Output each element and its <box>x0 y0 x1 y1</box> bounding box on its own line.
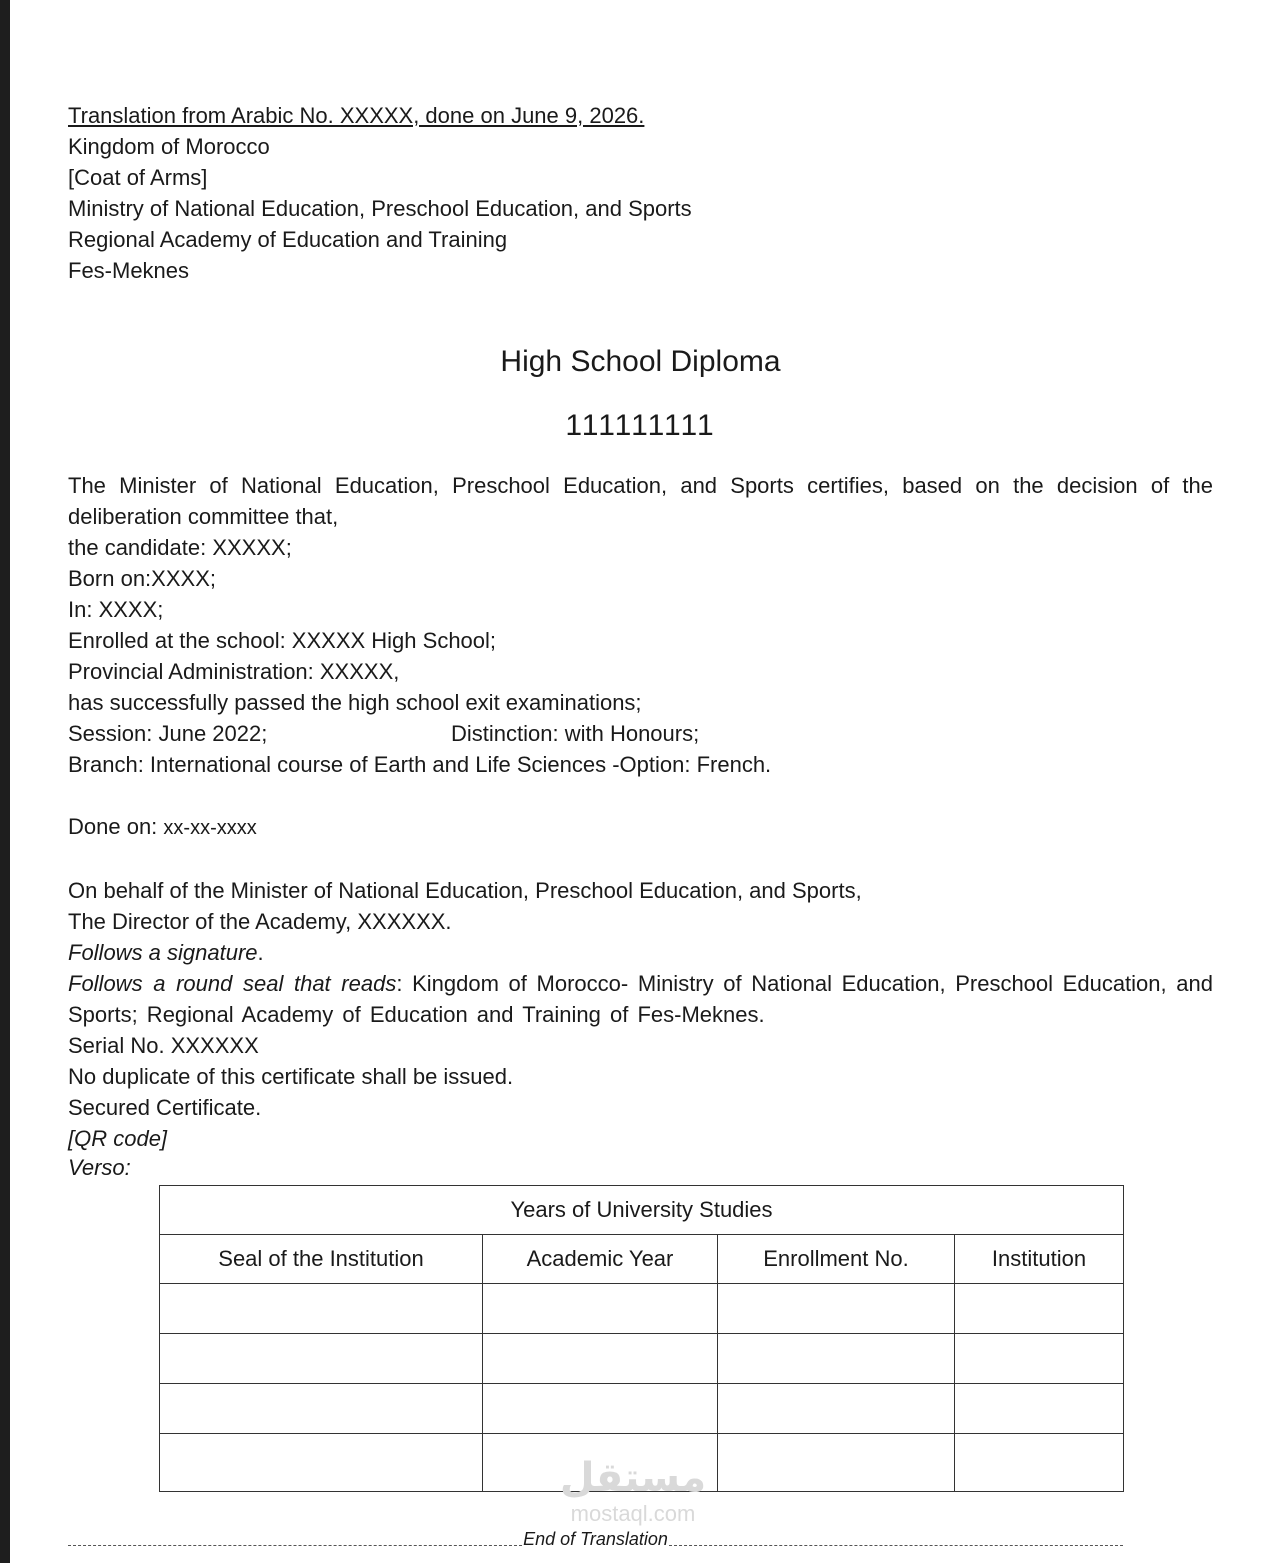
signature-note <box>68 937 1213 968</box>
table-row <box>160 1284 1124 1334</box>
table-cell <box>483 1334 718 1384</box>
table-cell <box>718 1284 955 1334</box>
column-header-institution: Institution <box>955 1235 1124 1284</box>
follows-signature-text: Follows a signature <box>68 940 258 965</box>
table-cell <box>718 1334 955 1384</box>
table-cell <box>955 1284 1124 1334</box>
diploma-number: 111111111 <box>565 409 716 442</box>
born-on-line: Born on:XXXX; <box>68 566 216 591</box>
table-cell <box>955 1384 1124 1434</box>
table-cell <box>160 1284 483 1334</box>
seal-description <box>68 968 1213 1030</box>
left-edge-bar <box>0 0 10 1563</box>
table-cell <box>955 1434 1124 1492</box>
footer-dashes-left <box>68 1533 522 1546</box>
table-row <box>160 1334 1124 1384</box>
seal-lead-text: Follows a round seal that reads <box>68 971 397 996</box>
document-body <box>68 100 1213 1182</box>
coat-of-arms-note: [Coat of Arms] <box>68 165 208 190</box>
table-row <box>160 1384 1124 1434</box>
table-cell <box>483 1384 718 1434</box>
column-header-seal: Seal of the Institution <box>160 1235 483 1284</box>
done-on-line <box>68 811 1213 844</box>
session-distinction-row <box>68 718 1213 749</box>
table-cell <box>160 1384 483 1434</box>
footer-dashes-right <box>669 1533 1123 1546</box>
school-line: Enrolled at the school: XXXXX High School; <box>68 628 497 653</box>
end-of-translation-text: End of Translation <box>523 1529 668 1549</box>
secured-line: Secured Certificate. <box>68 1095 262 1120</box>
provincial-line: Provincial Administration: XXXXX, <box>68 659 400 684</box>
qr-code-note: [QR code] <box>68 1126 168 1151</box>
academy-line: Regional Academy of Education and Training <box>68 227 508 252</box>
document-title: High School Diploma <box>500 345 781 378</box>
mostaql-watermark <box>548 1455 718 1527</box>
on-behalf-line: On behalf of the Minister of National Education, Preschool Education, and Sports, <box>68 878 862 903</box>
table-cell <box>718 1434 955 1492</box>
certification-statement: The Minister of National Education, Preschool Education, and Sports certifies, based on the decision of the deliberation committee that, <box>68 473 1213 529</box>
table-cell <box>718 1384 955 1434</box>
passed-line: has successfully passed the high school exit examinations; <box>68 690 642 715</box>
done-on-value: xx-xx-xxxx <box>163 817 257 839</box>
candidate-line: the candidate: XXXXX; <box>68 535 292 560</box>
table-cell <box>955 1334 1124 1384</box>
end-of-translation-footer <box>68 1527 1123 1551</box>
serial-line: Serial No. XXXXXX <box>68 1033 259 1058</box>
no-duplicate-line: No duplicate of this certificate shall be issued. <box>68 1064 514 1089</box>
translation-reference: Translation from Arabic No. XXXXX, done on June 9, 2026. <box>68 103 645 128</box>
region-line: Fes-Meknes <box>68 258 190 283</box>
session-text: Session: June 2022; <box>68 721 268 746</box>
director-line: The Director of the Academy, XXXXXX. <box>68 909 452 934</box>
verso-label: Verso: <box>68 1155 131 1180</box>
watermark-arabic-text: مستقل <box>559 1456 707 1500</box>
seal-text: : Kingdom of Morocco- Ministry of National Education, Preschool Education, and Sports; Regional Academy of Education and Training of Fes-Meknes. <box>68 971 1213 1027</box>
ministry-line: Ministry of National Education, Preschool Education, and Sports <box>68 196 692 221</box>
column-header-enrollment-no: Enrollment No. <box>718 1235 955 1284</box>
table-cell <box>160 1434 483 1492</box>
born-in-line: In: XXXX; <box>68 597 164 622</box>
signature-period: . <box>257 940 264 965</box>
branch-line: Branch: International course of Earth and Life Sciences -Option: French. <box>68 752 772 777</box>
table-caption: Years of University Studies <box>160 1186 1124 1235</box>
watermark-latin-text: mostaql.com <box>570 1501 696 1526</box>
table-cell <box>483 1284 718 1334</box>
table-cell <box>160 1334 483 1384</box>
kingdom-line: Kingdom of Morocco <box>68 134 270 159</box>
university-studies-table <box>159 1185 1124 1492</box>
done-on-label: Done on: <box>68 814 164 839</box>
distinction-text: Distinction: with Honours; <box>451 721 700 746</box>
column-header-academic-year: Academic Year <box>483 1235 718 1284</box>
